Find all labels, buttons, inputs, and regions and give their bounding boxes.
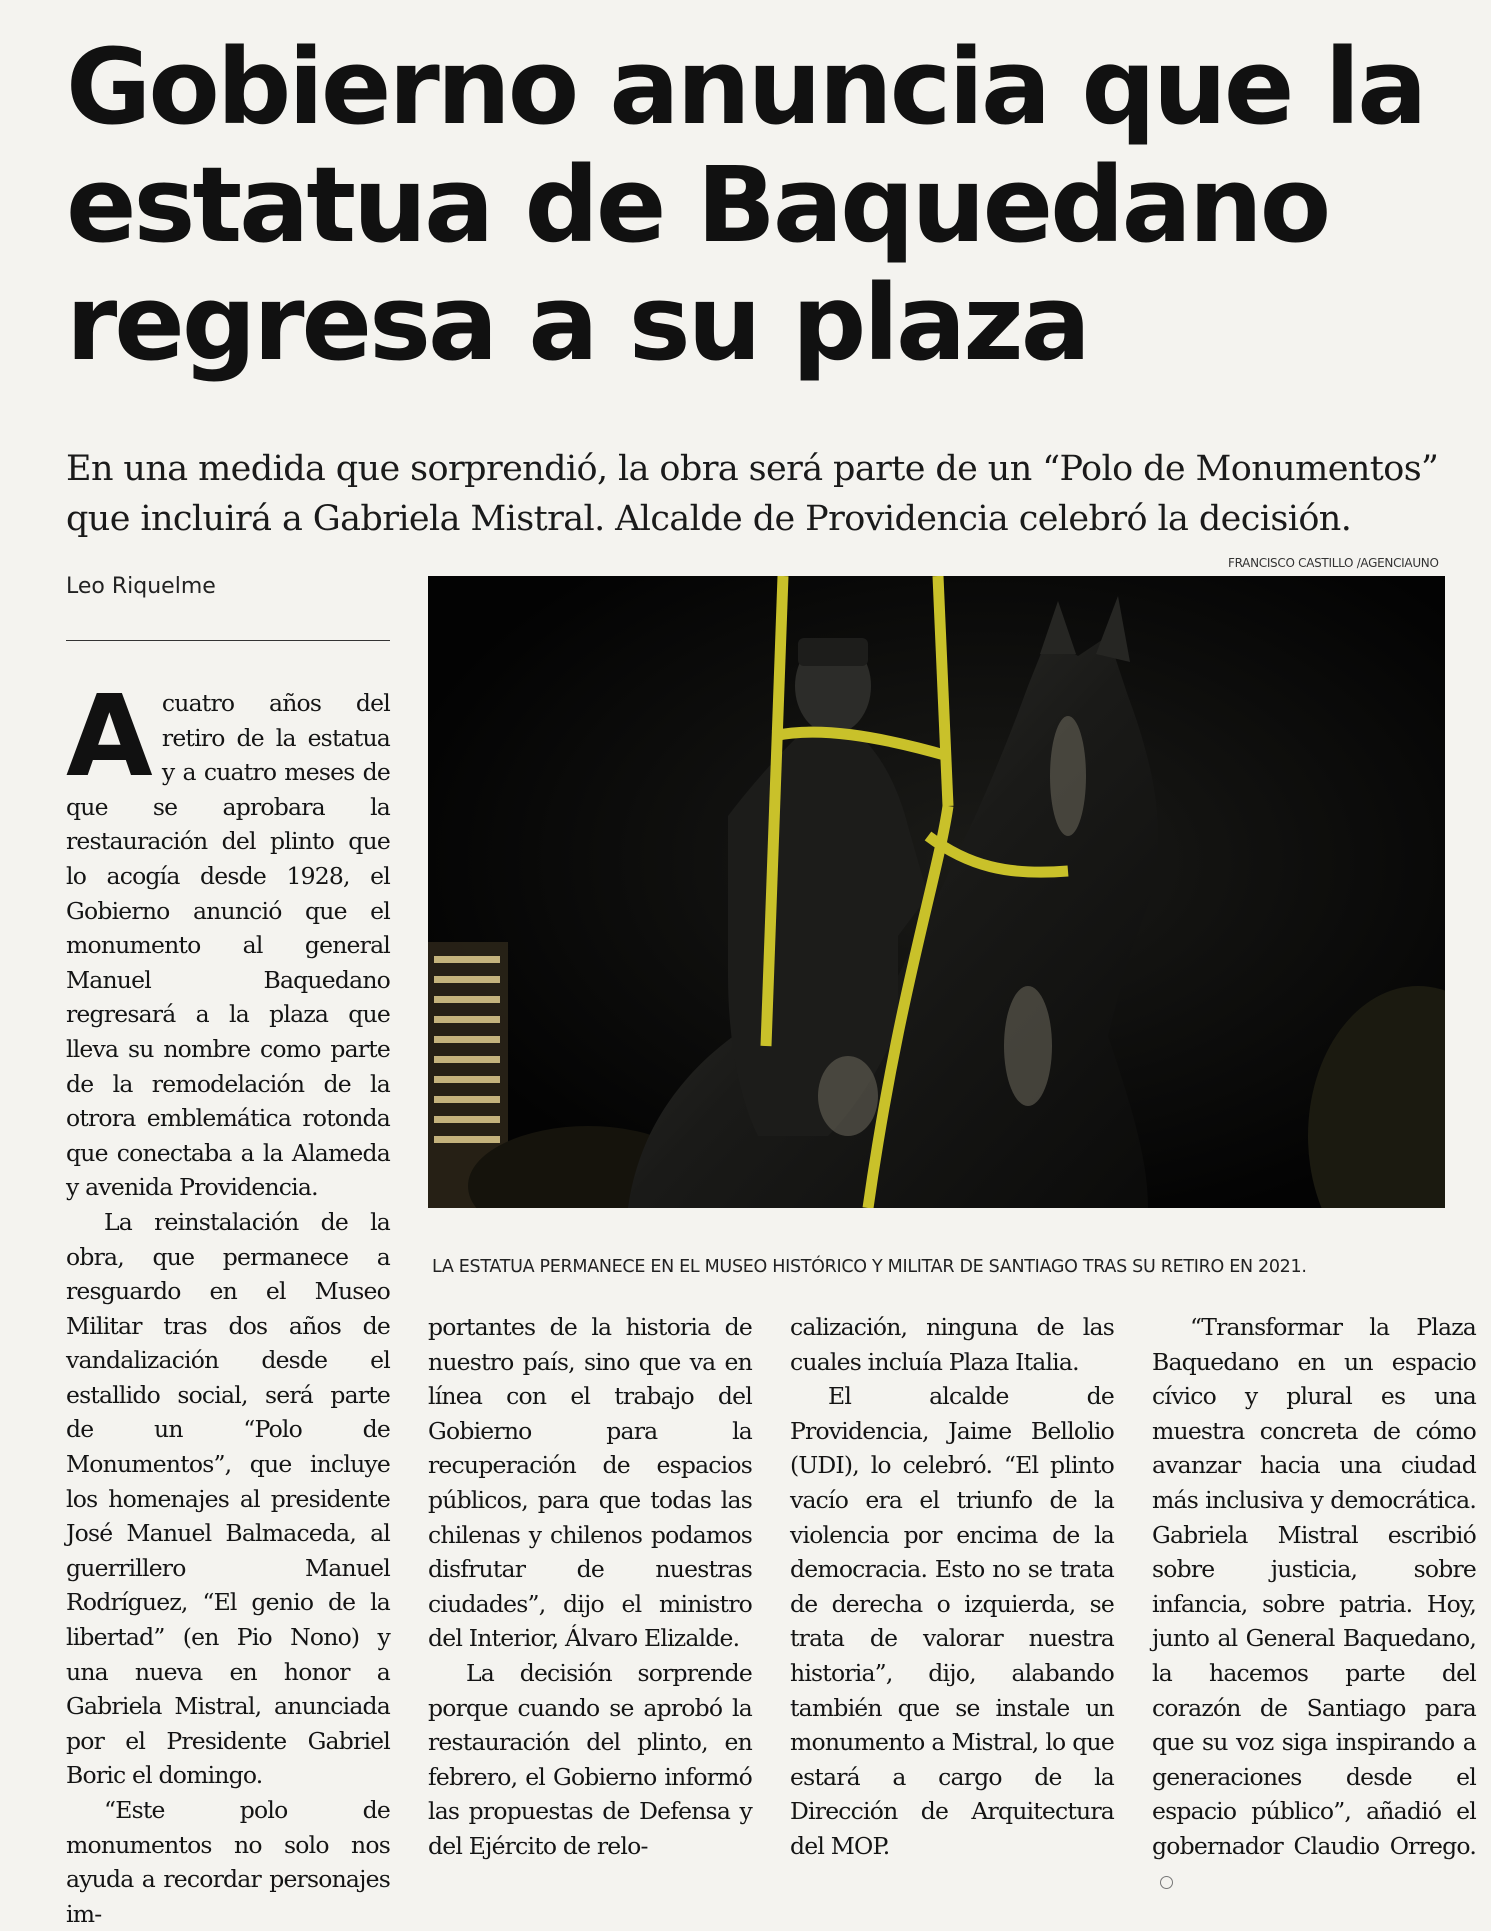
deck-subtitle: En una medida que sorprendió, la obra será parte de un “Polo de Monumentos” que incluirá a Gabriela Mistral. Alcalde de Providencia celebró la decisión. [66, 449, 1439, 539]
body-paragraph: “Este polo de monumentos no solo nos ayuda a recordar personajes im- [66, 1796, 390, 1928]
paragraph-text: “Transformar la Plaza Baquedano en un espacio cívico y plural es una muestra concreta de cómo avanzar hacia una ciudad más inclusiva y democrática. Gabriela Mistral escribió sobre justicia, sobre infancia, sobre patria. Hoy, junto al General Baquedano, la hacemos parte del corazón de Santiago para que su voz siga inspirando a generaciones desde el espacio público”, añadió el gobernador Claudio Orrego. [1152, 1313, 1476, 1860]
drop-cap: A [66, 672, 152, 802]
body-paragraph: La reinstalación de la obra, que permanece a resguardo en el Museo Militar tras dos años de vandalización desde el estallido social, será parte de un “Polo de Monumentos”, que incluye los homenajes al presidente José Manuel Balmaceda, al guerrillero Manuel Rodríguez, “El genio de la libertad” (en Pio Nono) y una nueva en honor a Gabriela Mistral, anunciada por el Presidente Gabriel Boric el domingo. [66, 1207, 390, 1790]
photo-caption: LA ESTATUA PERMANECE EN EL MUSEO HISTÓRICO Y MILITAR DE SANTIAGO TRAS SU RETIRO EN 2021. [432, 1257, 1307, 1277]
body-paragraph: portantes de la historia de nuestro país, sino que va en línea con el trabajo del Gobierno para la recuperación de espacios públicos, para que todas las chilenas y chilenos podamos disfrutar de nuestras ciudades”, dijo el ministro del Interior, Álvaro Elizalde. [428, 1313, 752, 1653]
byline: Leo Riquelme [66, 574, 216, 599]
body-paragraph: La decisión sorprende porque cuando se aprobó la restauración del plinto, en febrero, el Gobierno informó las propuestas de Defensa y del Ejército de relo- [428, 1658, 752, 1860]
headline: Gobierno anuncia que la estatua de Baquedano regresa a su plaza [66, 26, 1425, 384]
body-paragraph: El alcalde de Providencia, Jaime Bellolio (UDI), lo celebró. “El plinto vacío era el triunfo de la violencia por encima de la democracia. Esto no se trata de derecha o izquierda, se trata de valorar nuestra historia”, dijo, alabando también que se instale un monumento a Mistral, lo que estará a cargo de la Dirección de Arquitectura del MOP. [790, 1382, 1114, 1860]
byline-divider [66, 640, 390, 641]
body-column-1 [66, 672, 390, 1931]
photo-credit: FRANCISCO CASTILLO /AGENCIAUNO [1228, 556, 1439, 570]
body-column-3 [790, 1310, 1114, 1864]
body-paragraph [66, 672, 390, 1205]
paragraph-text: cuatro años del retiro de la estatua y a cuatro meses de que se aprobara la restauración del plinto que lo acogía desde 1928, el Gobierno anunció que el monumento al general Manuel Baquedano regresará a la plaza que lleva su nombre como parte de la remodelación de la otrora emblemática rotonda que conectaba a la Alameda y avenida Providencia. [66, 689, 390, 1202]
end-mark-icon [1160, 1876, 1173, 1889]
body-paragraph [1152, 1310, 1476, 1898]
body-paragraph: calización, ninguna de las cuales incluía Plaza Italia. [790, 1313, 1114, 1376]
body-column-4 [1152, 1310, 1476, 1898]
body-column-2 [428, 1310, 752, 1864]
statue-photo [428, 576, 1445, 1208]
statue-photo-illustration [428, 576, 1445, 1208]
